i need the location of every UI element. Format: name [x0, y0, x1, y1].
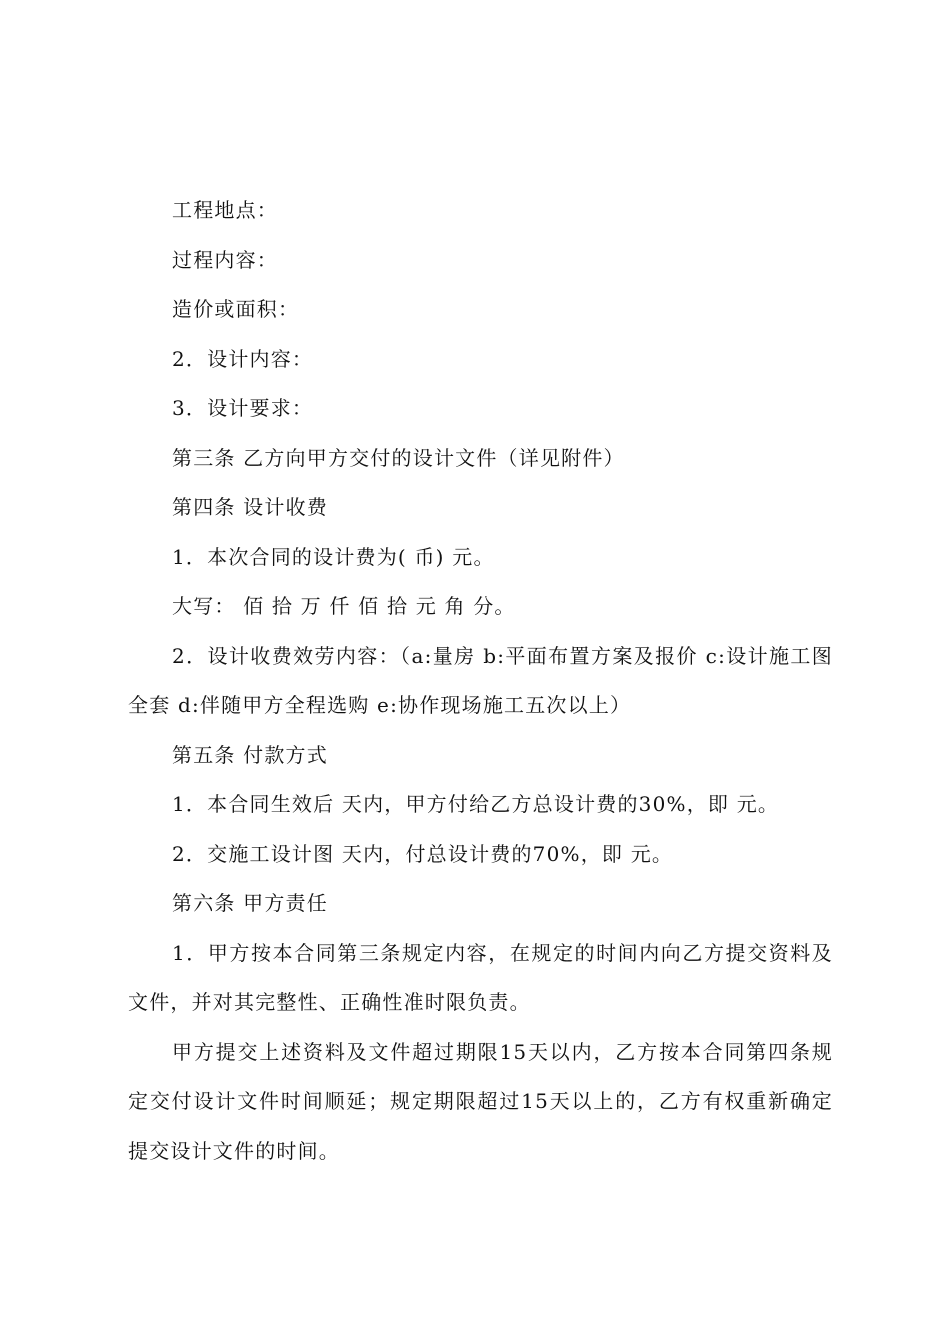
article-four-heading: 第四条 设计收费: [172, 495, 328, 519]
paragraph-design-content: 2．设计内容：: [172, 346, 314, 371]
article-three-heading: 第三条 乙方向甲方交付的设计文件（详见附件）: [172, 445, 625, 470]
paragraph-design-requirements: 3．设计要求：: [172, 396, 314, 420]
paragraph-deadline-extension: 甲方提交上述资料及文件超过期限15天以内，乙方按本合同第四条规定交付设计文件时间顺延；规定期限超过15天以上的，乙方有权重新确定提交设计文件的时间。: [128, 1039, 833, 1163]
article-five-heading: 第五条 付款方式: [172, 742, 328, 767]
paragraph-payment-second: 2．交施工设计图 天内，付总设计费的70%，即 元。: [172, 841, 674, 866]
paragraph-payment-first: 1．本合同生效后 天内，甲方付给乙方总设计费的30%，即 元。: [172, 792, 780, 816]
paragraph-project-location: 工程地点：: [172, 198, 278, 222]
document-body: [128, 186, 833, 1176]
paragraph-party-a-duty: 1．甲方按本合同第三条规定内容，在规定的时间内向乙方提交资料及文件，并对其完整性、正确性准时限负责。: [128, 940, 833, 1014]
paragraph-design-fee: 1．本次合同的设计费为( 币) 元。: [172, 544, 495, 569]
paragraph-cost-or-area: 造价或面积：: [172, 297, 300, 321]
paragraph-process-content: 过程内容：: [172, 247, 278, 272]
article-six-heading: 第六条 甲方责任: [172, 891, 328, 915]
paragraph-service-content: 2．设计收费效劳内容：（a:量房 b:平面布置方案及报价 c:设计施工图全套 d:伴随甲方全程选购 e:协作现场施工五次以上）: [128, 643, 833, 717]
paragraph-amount-in-words: 大写： 佰 拾 万 仟 佰 拾 元 角 分。: [172, 594, 516, 618]
